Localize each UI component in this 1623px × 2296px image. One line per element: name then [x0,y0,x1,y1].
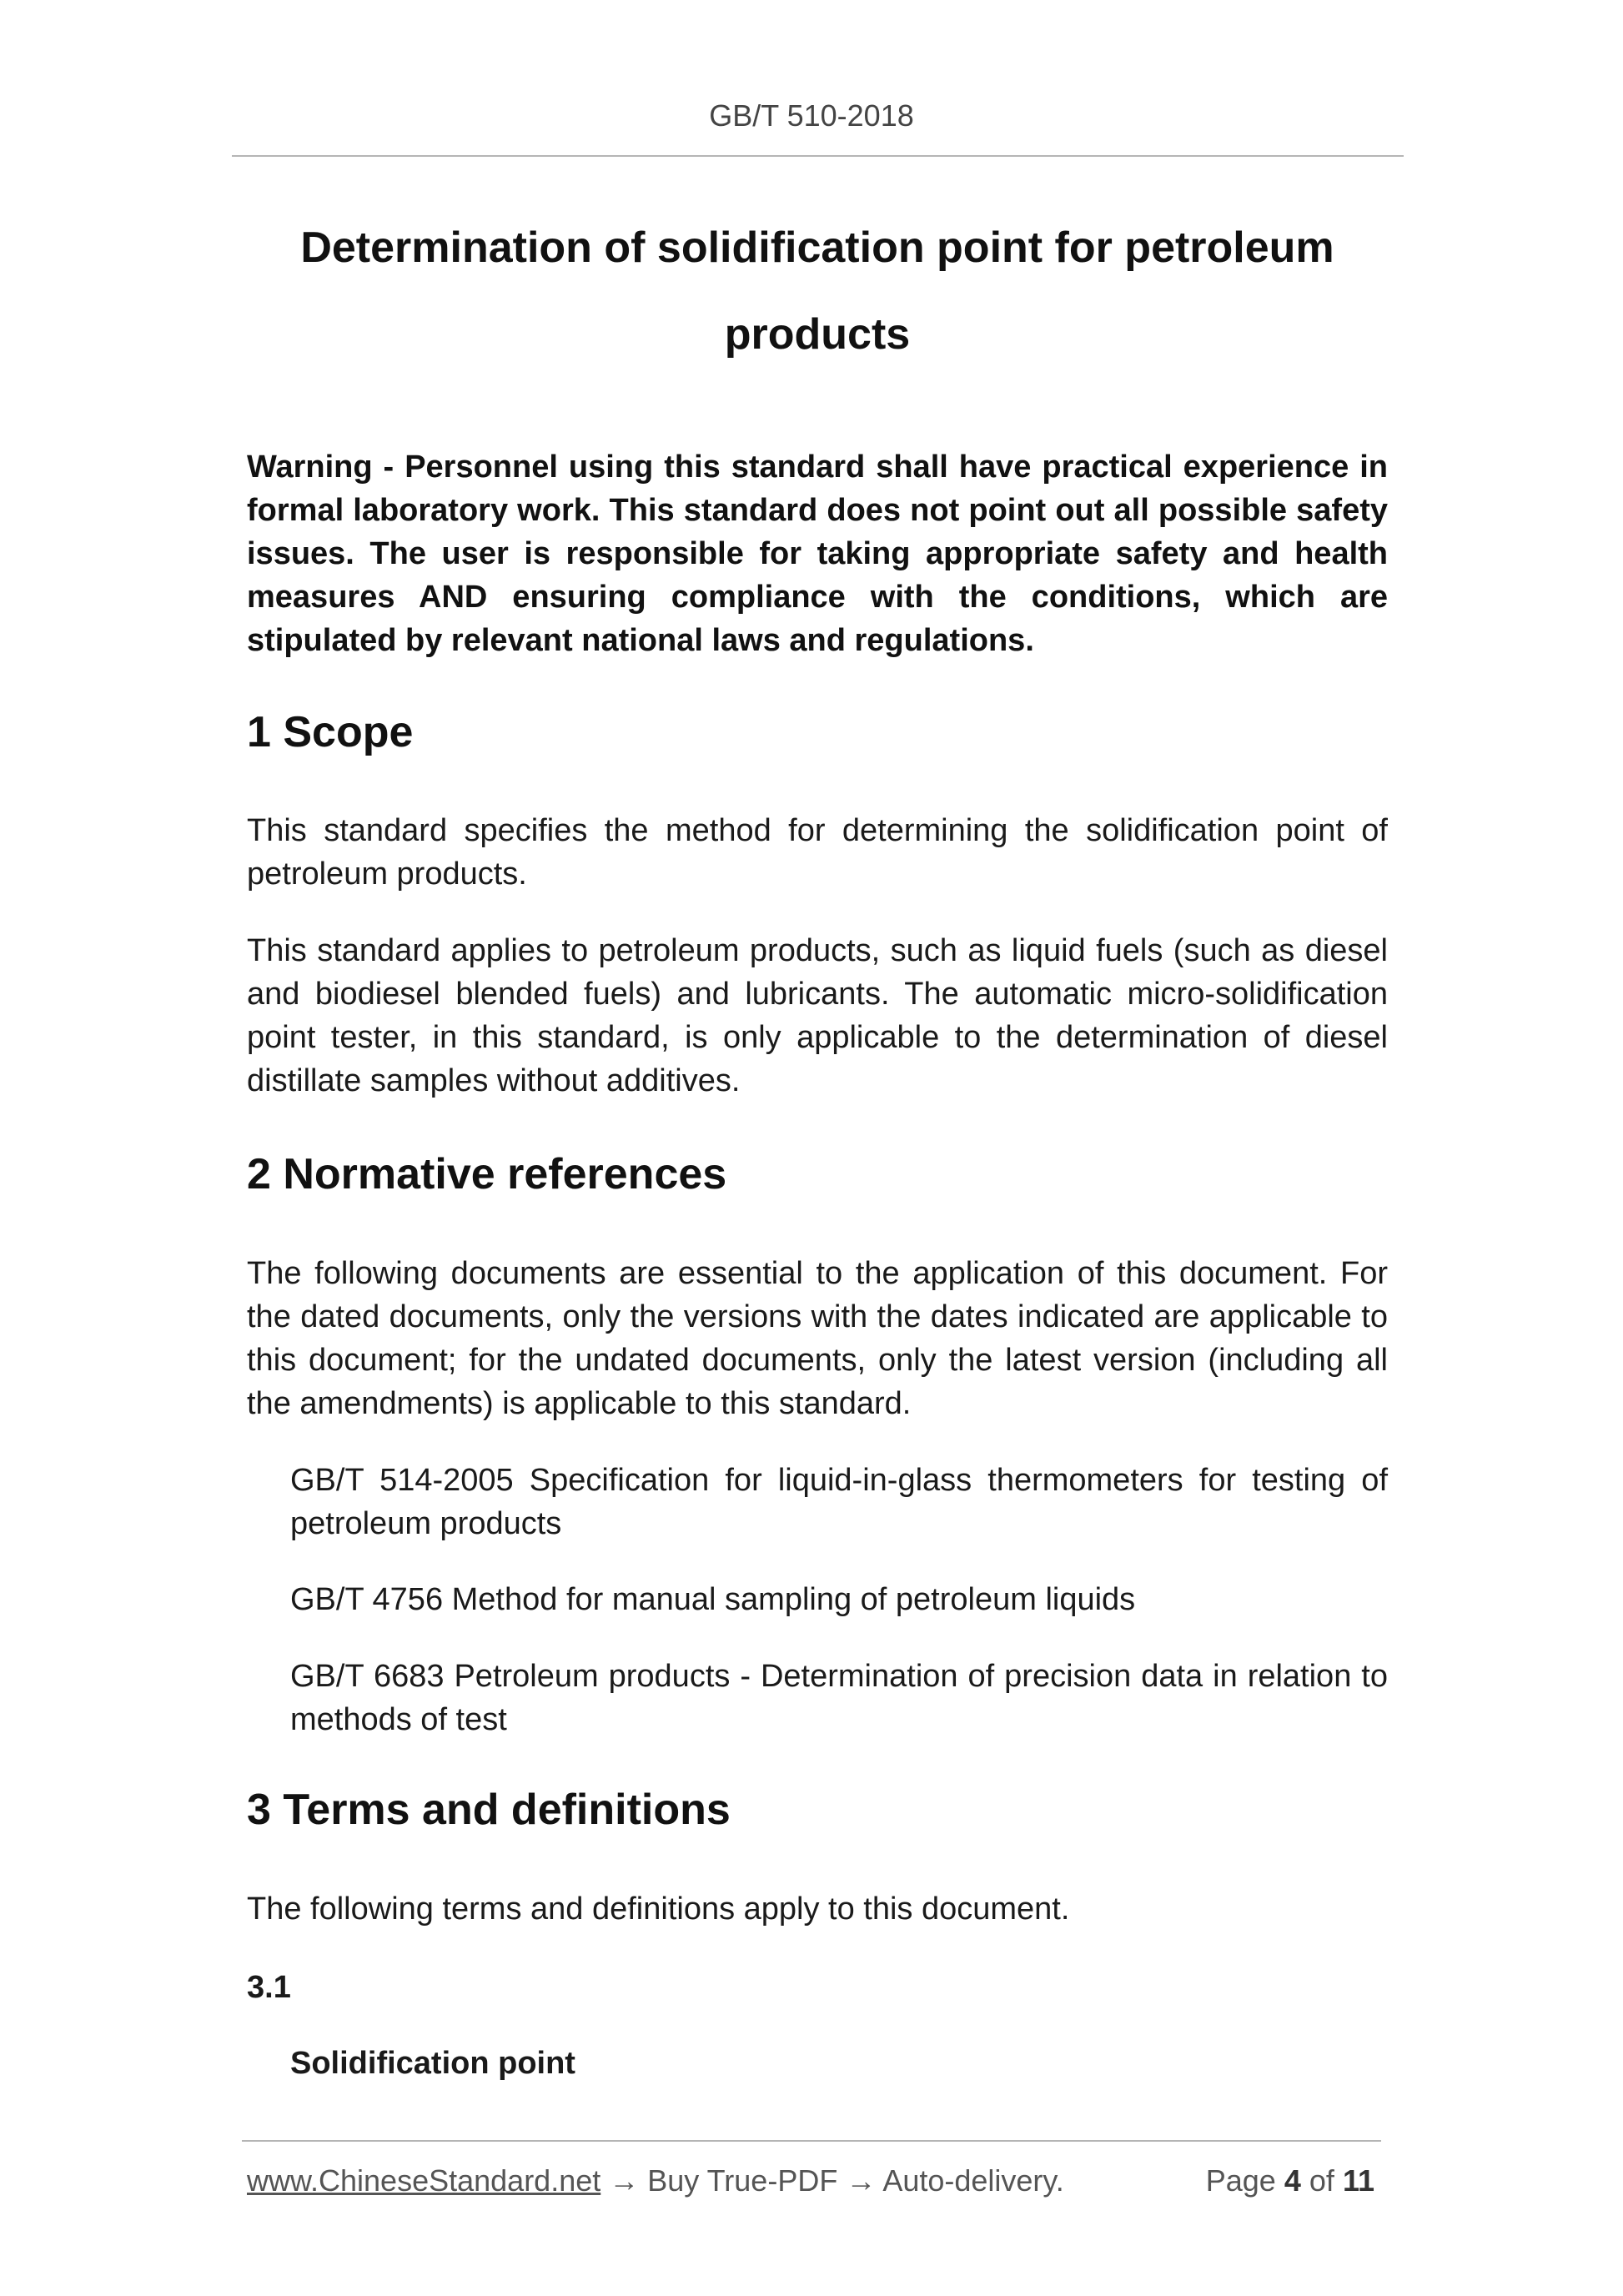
reference-item: GB/T 6683 Petroleum products - Determination of precision data in relation to methods of test [290,1659,1388,1737]
current-page-number: 4 [1284,2163,1301,2198]
page-label: Page [1205,2163,1276,2198]
page-of-label: of [1309,2163,1334,2198]
header-divider [232,155,1404,157]
footer-promo-text: → Buy True-PDF → Auto-delivery. [600,2163,1064,2198]
footer-promo [247,2163,1064,2198]
section-heading-normative-references: 2 Normative references [247,1150,727,1198]
title-line-2: products [724,310,911,359]
terms-intro-paragraph: The following terms and definitions apply to this document. [247,1892,1070,1927]
warning-notice: Warning - Personnel using this standard shall have practical experience in formal laboratory work. This standard does not point out all possible safety issues. The user is responsible for taking appropriate safety and health measures AND ensuring compliance with the conditions, which are stipulated by relevant national laws and regulations. [247,450,1388,658]
normative-intro-paragraph: The following documents are essential to the application of this document. For the dated documents, only the versions with the dates indicated are applicable to this document; for the undated documents, only the latest version (including all the amendments) is applicable to this standard. [247,1256,1388,1421]
total-pages-number: 11 [1342,2163,1374,2198]
document-title [242,204,1393,378]
scope-paragraph-1: This standard specifies the method for determining the solidification point of petroleum products. [247,813,1388,892]
term-number: 3.1 [247,1970,291,2005]
title-line-1: Determination of solidification point for petroleum [300,224,1334,272]
reference-item: GB/T 4756 Method for manual sampling of petroleum liquids [290,1582,1136,1617]
section-heading-scope: 1 Scope [247,708,414,756]
document-code-header: GB/T 510-2018 [709,98,914,133]
footer-divider [242,2140,1381,2142]
page-indicator [1206,2163,1374,2198]
scope-paragraph-2: This standard applies to petroleum products, such as liquid fuels (such as diesel and biodiesel blended fuels) and lubricants. The automatic micro-solidification point tester, in this standard, is only applicable to the determination of diesel distillate samples without additives. [247,933,1388,1098]
reference-item: GB/T 514-2005 Specification for liquid-in-glass thermometers for testing of petroleum products [290,1463,1388,1541]
term-name: Solidification point [290,2046,575,2081]
website-link[interactable]: www.ChineseStandard.net [247,2163,601,2198]
section-heading-terms-definitions: 3 Terms and definitions [247,1786,731,1834]
